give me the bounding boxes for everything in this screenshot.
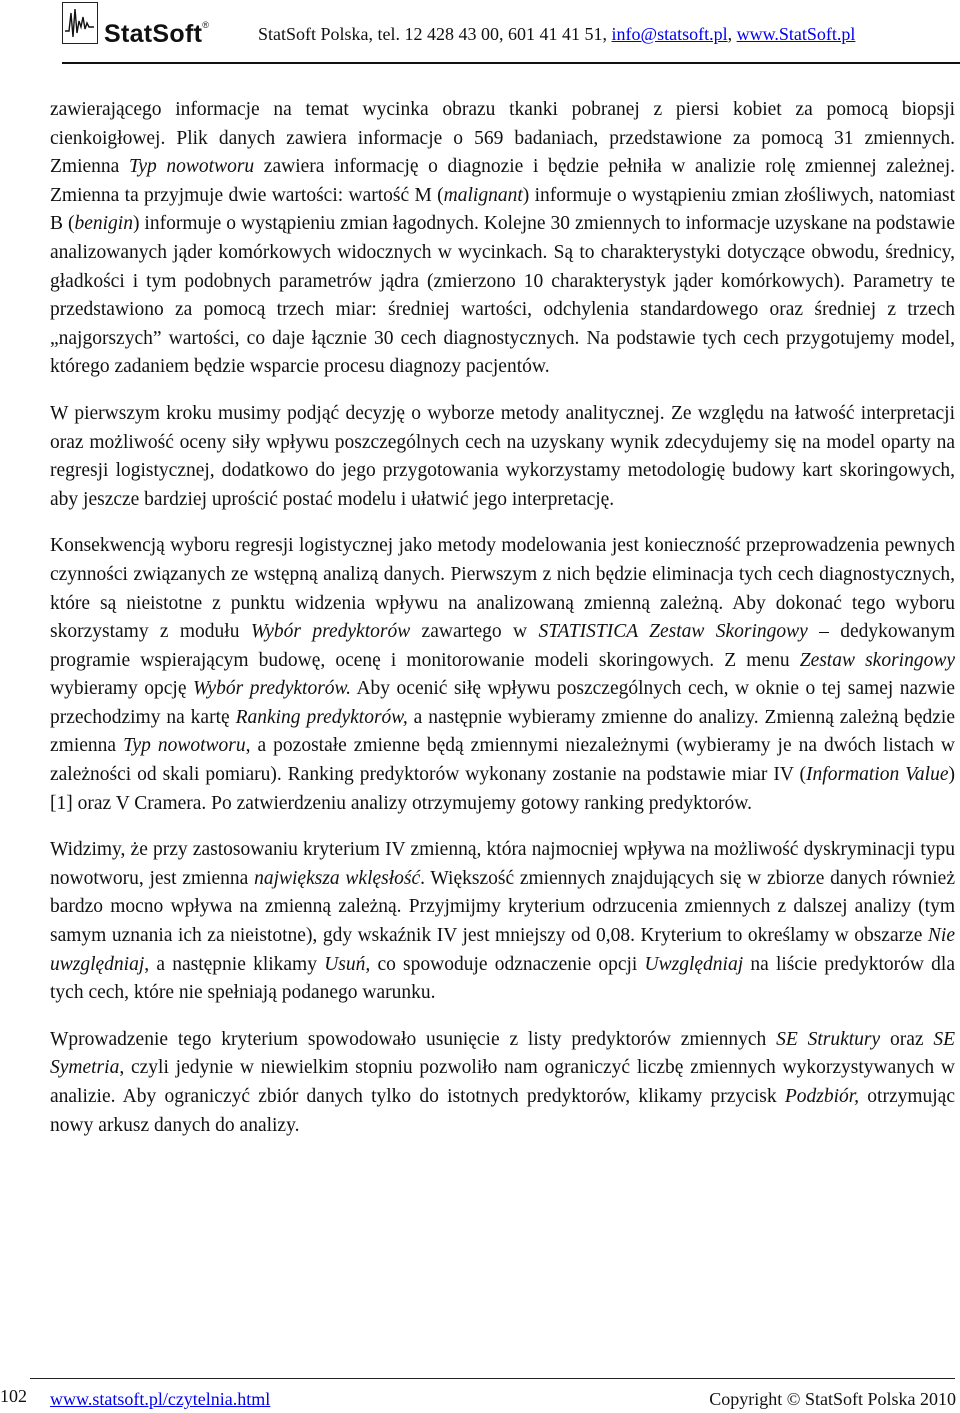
paragraph-2: W pierwszym kroku musimy podjąć decyzję o wyborze metody analitycznej. Ze względu na łatwość interpretacji oraz możliwość oceny siły wpływu poszczególnych cech na uzyskany wynik zdecydujemy się na model oparty na regresji logistycznej, dodatkowo do jego przygotowania wykorzystamy metodologię budowy kart skoringowych, aby jeszcze bardziej uprościć postać modelu i ułatwić jego interpretację.	[50, 402, 955, 510]
contact-phone-text: StatSoft Polska, tel. 12 428 43 00, 601 41 41 51,	[258, 24, 612, 44]
header-rule	[62, 62, 960, 64]
header-contact	[258, 24, 855, 45]
article-body	[50, 96, 955, 1158]
page-header	[62, 0, 960, 60]
footer-rule	[30, 1378, 955, 1379]
paragraph-4: Widzimy, że przy zastosowaniu kryterium IV zmienną, która najmocniej wpływa na możliwość dyskryminacji typu nowotworu, jest zmienna największa wklęsłość. Większość zmiennych znajdujących się w zbiorze danych również bardzo mocno wpływa na zmienną zależną. Przyjmijmy kryterium odrzucenia zmiennych z dalszej analizy (tym samym uznania ich za nieistotne), gdy wskaźnik IV jest mniejszy od 0,08. Kryterium to określamy w obszarze Nie uwzględniaj, a następnie klikamy Usuń, co spowoduje odznaczenie opcji Uwzględniaj na liście predyktorów dla tych cech, które nie spełniają podanego warunku.	[50, 839, 955, 1004]
statsoft-logo-icon	[62, 2, 98, 44]
logo-wordmark: StatSoft®	[104, 20, 210, 48]
paragraph-1: zawierającego informacje na temat wycinka obrazu tkanki pobranej z piersi kobiet za pomocą biopsji cienkoigłowej. Plik danych zawiera informacje o 569 badaniach, przedstawione za pomocą 31 zmiennych. Zmienna Typ nowotworu zawiera informację o diagnozie i będzie pełniła w analizie rolę zmiennej zależnej. Zmienna ta przyjmuje dwie wartości: wartość M (malignant) informuje o wystąpieniu zmian złośliwych, natomiast B (benigin) informuje o wystąpieniu zmian łagodnych. Kolejne 30 zmiennych to informacje uzyskane na podstawie analizowanych jąder komórkowych widocznych w wycinkach. Są to charakterystyki dotyczące obwodu, średnicy, gładkości i tym podobnych parametrów jądra (zmierzono 10 charakterystyk jąder komórkowych). Parametry te przedstawiono za pomocą trzech miar: średniej wartości, odchylenia standardowego oraz średniej z trzech „najgorszych” wartości, co daje łącznie 30 cech diagnostycznych. Na podstawie tych cech przygotujemy model, którego zadaniem będzie wsparcie procesu diagnozy pacjentów.	[50, 99, 956, 378]
paragraph-5: Wprowadzenie tego kryterium spowodowało usunięcie z listy predyktorów zmiennych SE Struktury oraz SE Symetria, czyli jedynie w niewielkim stopniu pozwoliło nam ograniczyć liczbę zmiennych wykorzystywanych w analizie. Aby ograniczyć zbiór danych tylko do istotnych predyktorów, klikamy przycisk Podzbiór, otrzymując nowy arkusz danych do analizy.	[50, 1028, 956, 1136]
email-link[interactable]: info@statsoft.pl	[611, 24, 728, 44]
footer-copyright: Copyright © StatSoft Polska 2010	[709, 1389, 956, 1409]
page-number: 102	[0, 1386, 27, 1406]
website-link[interactable]: www.StatSoft.pl	[736, 24, 856, 44]
footer-url-link[interactable]: www.statsoft.pl/czytelnia.html	[50, 1389, 271, 1409]
paragraph-3: Konsekwencją wyboru regresji logistycznej jako metody modelowania jest konieczność przeprowadzenia pewnych czynności związanych ze wstępną analizą danych. Pierwszym z nich będzie eliminacja tych cech diagnostycznych, które są nieistotne z punktu widzenia wpływu na analizowaną zmienną zależną. Aby dokonać tego wyboru skorzystamy z modułu Wybór predyktorów zawartego w STATISTICA Zestaw Skoringowy – dedykowanym programie wspierającym budowę, ocenę i monitorowanie modeli skoringowych. Z menu Zestaw skoringowy wybieramy opcję Wybór predyktorów. Aby ocenić siłę wpływu poszczególnych cech, w oknie o tej samej nazwie przechodzimy na kartę Ranking predyktorów, a następnie wybieramy zmienne do analizy. Zmienną zależną będzie zmienna Typ nowotworu, a pozostałe zmienne będą zmiennymi niezależnymi (wybieramy je na dwóch listach w zależności od skali pomiaru). Ranking predyktorów wykonany zostanie na podstawie miar IV (Information Value) [1] oraz V Cramera. Po zatwierdzeniu analizy otrzymujemy gotowy ranking predyktorów.	[50, 535, 956, 814]
chart-wave-icon	[63, 3, 96, 42]
separator: ,	[727, 24, 737, 44]
